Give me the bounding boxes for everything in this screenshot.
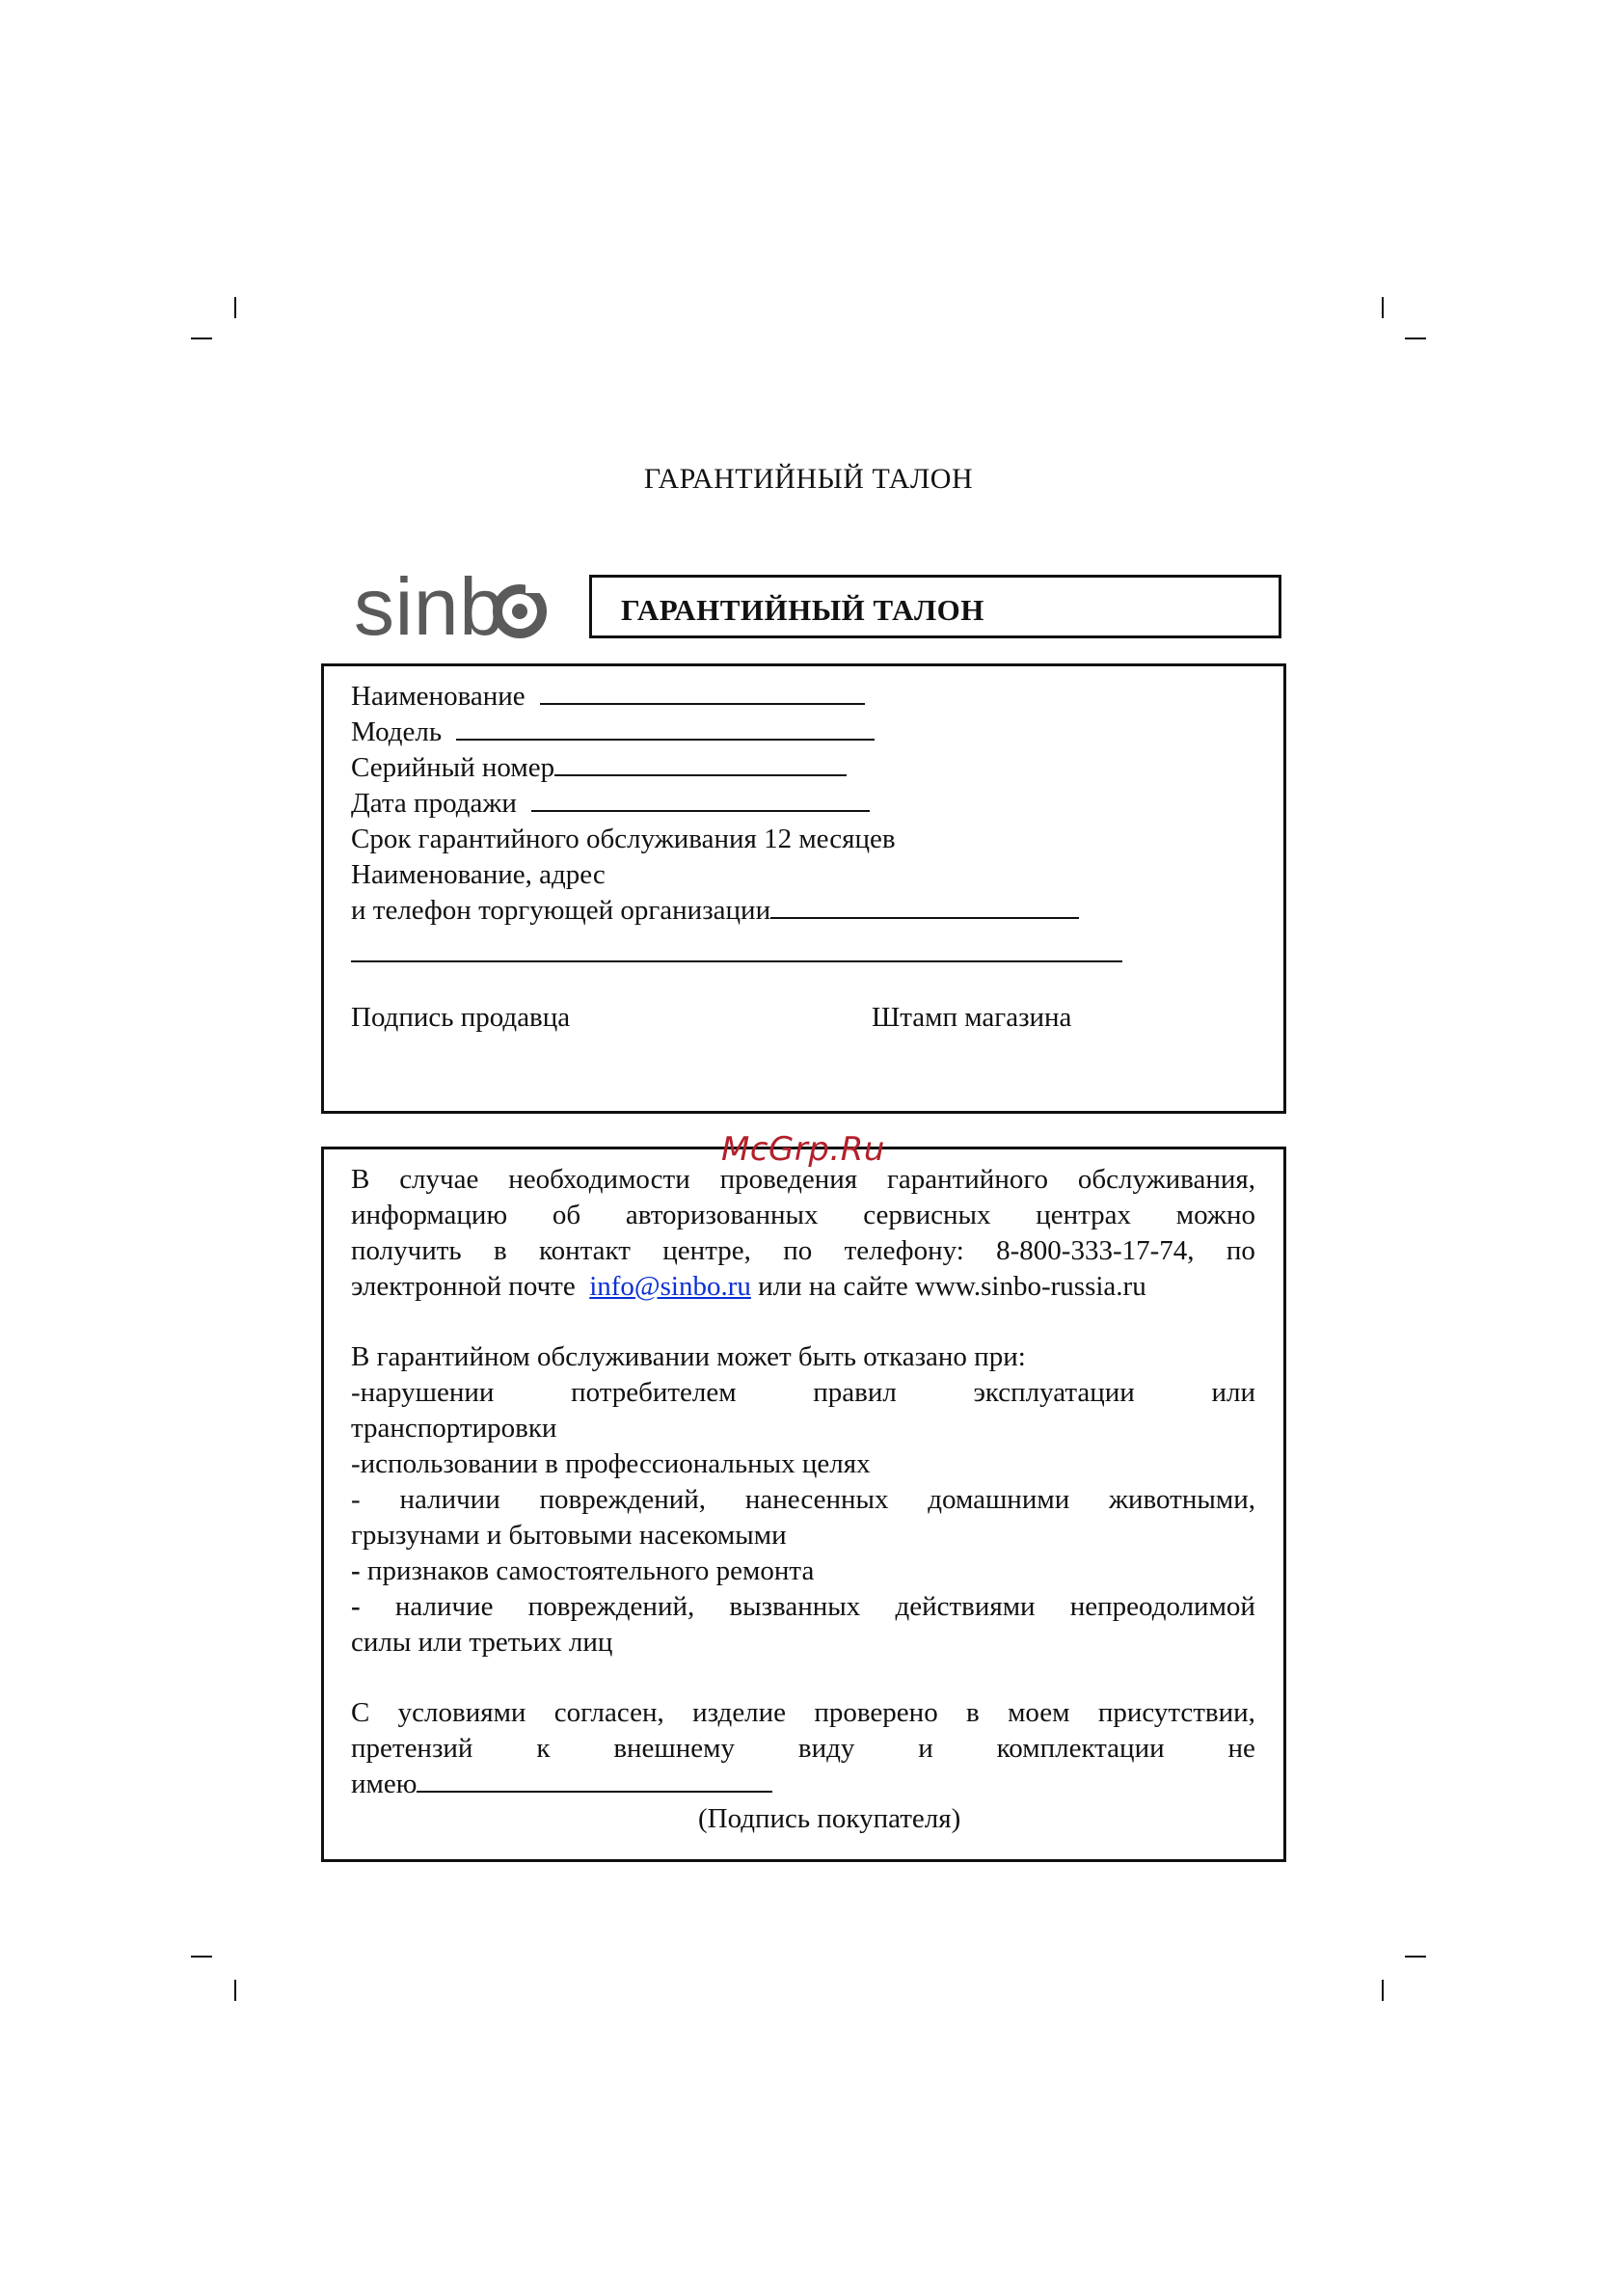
info-line xyxy=(351,1732,1255,1765)
org-label-line1: Наименование, адрес xyxy=(351,859,606,890)
info-line xyxy=(351,1696,1255,1729)
word: непреодолимой xyxy=(1069,1591,1255,1622)
word: или xyxy=(1211,1377,1255,1408)
word: условиями xyxy=(397,1697,526,1728)
email-prefix: электронной почте xyxy=(351,1271,576,1302)
seller-signature: Подпись продавца xyxy=(351,1002,571,1033)
word: центрах xyxy=(1036,1200,1132,1230)
page-title: ГАРАНТИЙНЫЙ ТАЛОН xyxy=(643,463,974,495)
word: в xyxy=(966,1697,980,1728)
word: проведения xyxy=(719,1164,858,1195)
word: согласен, xyxy=(553,1697,664,1728)
website-text: или на сайте www.sinbo-russia.ru xyxy=(750,1271,1146,1302)
word: информацию xyxy=(351,1200,508,1230)
refusal-item-2: -использовании в профессиональных целях xyxy=(351,1448,871,1479)
serial-blank xyxy=(554,751,847,776)
word: гарантийного xyxy=(886,1164,1049,1195)
bullet-dash: - xyxy=(351,1591,361,1622)
sale-date-field xyxy=(351,787,870,820)
info-line xyxy=(351,1234,1255,1267)
crop-mark xyxy=(234,297,236,318)
crop-mark xyxy=(1405,1956,1426,1958)
buyer-signature-blank xyxy=(417,1768,772,1793)
word: можно xyxy=(1175,1200,1255,1230)
word: повреждений, xyxy=(527,1591,695,1622)
word: комплектации xyxy=(996,1733,1165,1764)
word: претензий xyxy=(351,1733,473,1764)
word: обслуживания, xyxy=(1077,1164,1255,1195)
info-line xyxy=(351,1590,1255,1623)
refusal-item-3-cont: грызунами и бытовыми насекомыми xyxy=(351,1520,787,1551)
word: -нарушении xyxy=(351,1377,495,1408)
agree-have-text: имею xyxy=(351,1769,418,1799)
word: внешнему xyxy=(613,1733,735,1764)
refusal-item-1-cont: транспортировки xyxy=(351,1413,557,1444)
refusal-item-4 xyxy=(351,1554,814,1587)
word: в xyxy=(493,1235,507,1266)
info-line xyxy=(351,1163,1255,1196)
word: наличии xyxy=(399,1484,500,1515)
info-line xyxy=(351,1376,1255,1409)
info-line xyxy=(351,1199,1255,1231)
word: С xyxy=(351,1697,370,1728)
buyer-signature-caption: (Подпись покупателя) xyxy=(698,1803,961,1834)
word: телефону: xyxy=(844,1235,964,1266)
word: - xyxy=(351,1484,361,1515)
word: сервисных xyxy=(863,1200,991,1230)
word: домашними xyxy=(928,1484,1070,1515)
crop-mark xyxy=(1382,297,1384,318)
org-label-line2: и телефон торгующей организации xyxy=(351,895,771,926)
refusal-title: В гарантийном обслуживании может быть отказано при: xyxy=(351,1341,1026,1372)
word: вызванных xyxy=(729,1591,861,1622)
word: авторизованных xyxy=(625,1200,819,1230)
word: повреждений, xyxy=(539,1484,707,1515)
crop-mark xyxy=(234,1980,236,2001)
model-blank xyxy=(456,716,875,741)
sale-date-label: Дата продажи xyxy=(351,788,517,819)
word: присутствии, xyxy=(1097,1697,1255,1728)
word: нанесенных xyxy=(744,1484,889,1515)
word: случае xyxy=(399,1164,479,1195)
warranty-period: Срок гарантийного обслуживания 12 месяцев xyxy=(351,824,896,854)
org-blank xyxy=(770,894,1079,919)
word: виду xyxy=(797,1733,855,1764)
header-title-box xyxy=(589,575,1281,638)
word: контакт xyxy=(539,1235,631,1266)
word: проверено xyxy=(814,1697,938,1728)
watermark: McGrp.Ru xyxy=(721,1130,885,1169)
word: получить xyxy=(351,1235,462,1266)
word: действиями xyxy=(895,1591,1036,1622)
refusal-item-5-cont: силы или третьих лиц xyxy=(351,1627,613,1658)
store-stamp: Штамп магазина xyxy=(872,1002,1072,1033)
email-link[interactable]: info@sinbo.ru xyxy=(589,1271,751,1302)
info-line xyxy=(351,1483,1255,1516)
word: об xyxy=(552,1200,581,1230)
name-blank xyxy=(540,680,865,705)
word: 8-800-333-17-74, xyxy=(996,1235,1195,1266)
org-field xyxy=(351,894,1079,927)
word: эксплуатации xyxy=(973,1377,1135,1408)
name-field xyxy=(351,680,865,713)
crop-mark xyxy=(191,338,212,339)
sale-date-blank xyxy=(531,787,870,812)
model-field xyxy=(351,716,875,748)
word: потребителем xyxy=(571,1377,737,1408)
word: изделие xyxy=(692,1697,787,1728)
refusal-item-4-text: признаков самостоятельного ремонта xyxy=(360,1555,815,1586)
model-label: Модель xyxy=(351,716,443,747)
bullet-dash: - xyxy=(351,1555,361,1586)
crop-mark xyxy=(1405,338,1426,339)
word: моем xyxy=(1008,1697,1070,1728)
org-blank-line xyxy=(351,937,1122,962)
word: центре, xyxy=(662,1235,751,1266)
contact-line xyxy=(351,1270,1146,1303)
sinbo-logo xyxy=(354,569,552,646)
header-box-title: ГАРАНТИЙНЫЙ ТАЛОН xyxy=(621,593,984,627)
word: по xyxy=(1226,1235,1255,1266)
crop-mark xyxy=(1382,1980,1384,2001)
serial-label: Серийный номер xyxy=(351,752,555,783)
crop-mark xyxy=(191,1956,212,1958)
word: к xyxy=(536,1733,551,1764)
word: В xyxy=(351,1164,370,1195)
svg-text:sinb: sinb xyxy=(354,569,499,646)
word: не xyxy=(1227,1733,1255,1764)
name-label: Наименование xyxy=(351,681,526,712)
word: наличие xyxy=(394,1591,494,1622)
word: и xyxy=(918,1733,933,1764)
word: животными, xyxy=(1109,1484,1255,1515)
agreement-signature-line xyxy=(351,1768,772,1800)
word: необходимости xyxy=(508,1164,690,1195)
serial-field xyxy=(351,751,847,784)
word: по xyxy=(783,1235,813,1266)
word: правил xyxy=(813,1377,897,1408)
